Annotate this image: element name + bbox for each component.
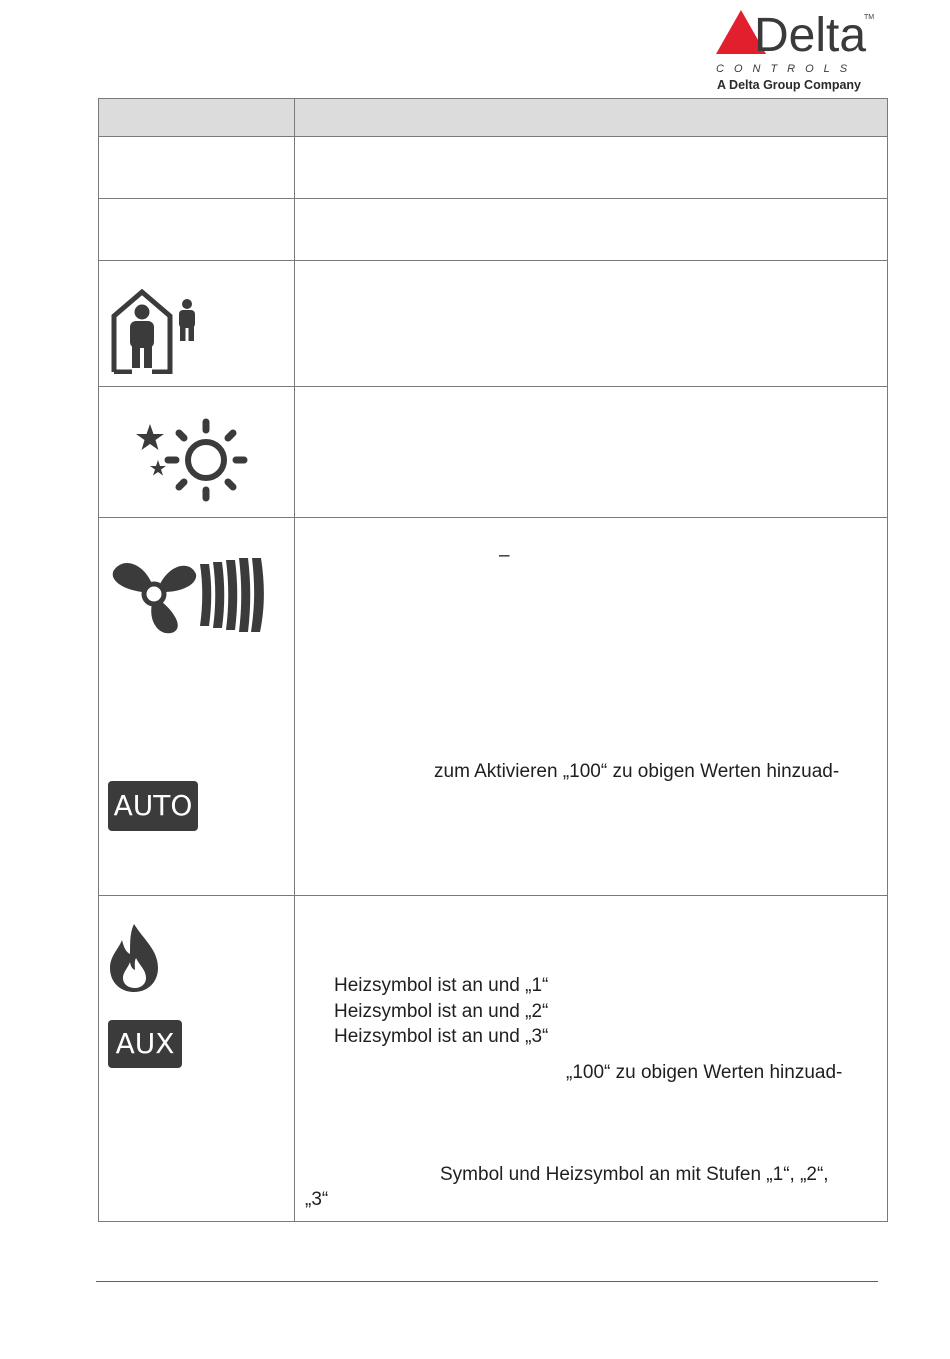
table-border <box>98 895 888 896</box>
fan-auto-text: zum Aktivieren „100“ zu obigen Werten hinzuad- <box>434 761 840 782</box>
logo-trademark: TM <box>864 14 875 21</box>
occupancy-icon <box>110 288 200 374</box>
flame-icon <box>108 922 162 994</box>
symbol-table <box>98 98 888 1222</box>
aux-badge: AUX <box>108 1020 182 1068</box>
table-border <box>294 98 295 1222</box>
table-border <box>98 386 888 387</box>
table-border <box>98 98 888 99</box>
heat-line-1: Heizsymbol ist an und „1“ <box>334 975 549 996</box>
table-border <box>98 517 888 518</box>
table-border <box>887 98 888 1222</box>
table-border <box>98 198 888 199</box>
heat-line-4: „100“ zu obigen Werten hinzuad- <box>566 1062 843 1083</box>
table-border <box>98 1221 888 1222</box>
fan-speed-icon <box>110 550 272 636</box>
table-header <box>98 98 888 136</box>
day-night-icon <box>106 416 251 504</box>
table-border <box>98 98 99 1222</box>
heat-line-6: „3“ <box>305 1189 329 1210</box>
heat-line-2: Heizsymbol ist an und „2“ <box>334 1001 549 1022</box>
heat-line-5: Symbol und Heizsymbol an mit Stufen „1“, „2“, <box>440 1164 829 1185</box>
logo-controls: CONTROLS <box>716 63 858 75</box>
table-border <box>98 260 888 261</box>
logo-company: A Delta Group Company <box>717 78 861 92</box>
delta-controls-logo <box>712 8 882 96</box>
fan-dash: – <box>499 545 510 566</box>
logo-wordmark: Delta <box>754 9 867 62</box>
auto-badge: AUTO <box>108 781 198 831</box>
heat-line-3: Heizsymbol ist an und „3“ <box>334 1026 549 1047</box>
table-border <box>98 136 888 137</box>
footer-rule <box>96 1281 878 1282</box>
